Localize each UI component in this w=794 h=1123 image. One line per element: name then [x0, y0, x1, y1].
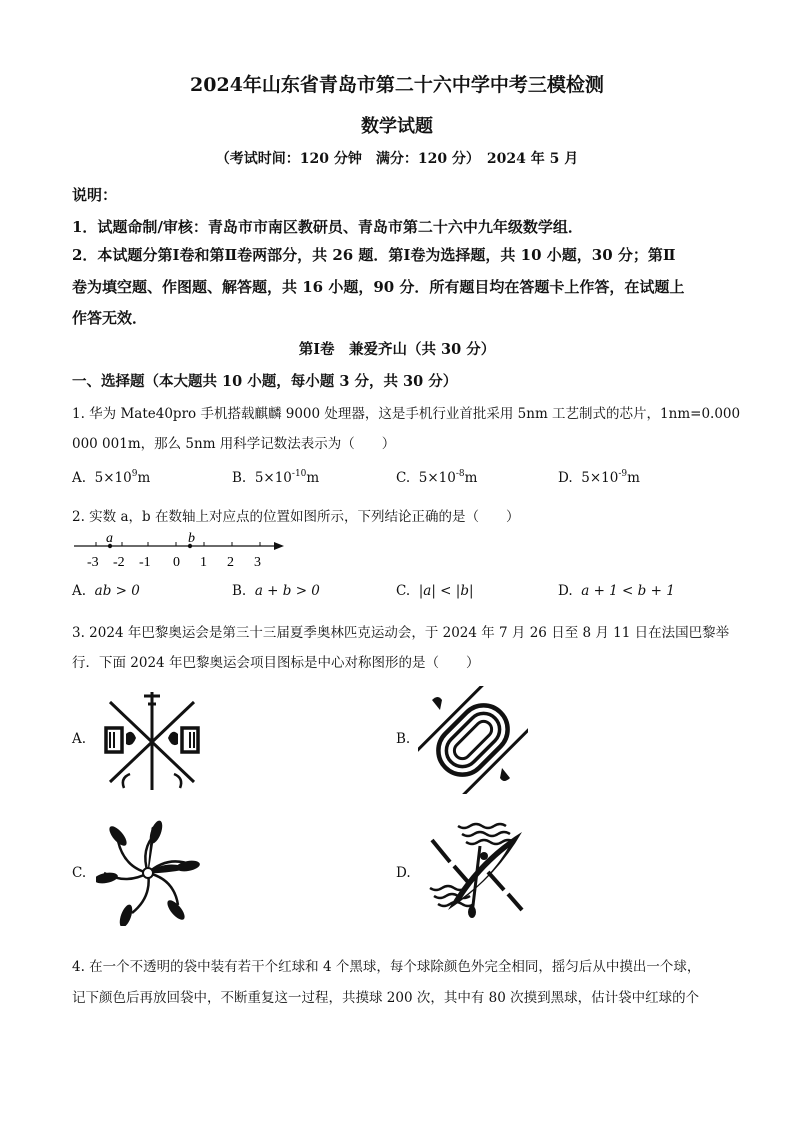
tick-label: 3 [254, 555, 261, 570]
q2-stem: 2. 实数 a，b 在数轴上对应点的位置如图所示，下列结论正确的是（ ） [72, 509, 520, 525]
q2-option-d: D. a + 1 < b + 1 [558, 583, 675, 599]
q3-option-d-label: D. [396, 865, 411, 881]
exam-title: 2024年山东省青岛市第二十六中学中考三模检测 [190, 74, 604, 96]
q3-option-b-label: B. [396, 731, 411, 747]
q1-stem-line-1: 1. 华为 Mate40pro 手机搭载麒麟 9000 处理器，这是手机行业首批采用 5nm 工艺制式的芯片，1nm=0.000 [72, 406, 741, 422]
q2-option-b: B. a + b > 0 [232, 583, 320, 599]
q2-option-c: C. |a| < |b| [396, 583, 474, 599]
tick-label: -1 [139, 555, 151, 570]
q2-option-a: A. ab > 0 [72, 583, 140, 599]
note-item-2-line-2: 卷为填空题、作图题、解答题，共 16 小题，90 分．所有题目均在答题卡上作答，在试题上 [72, 278, 685, 296]
q3-stem-line-2: 行．下面 2024 年巴黎奥运会项目图标是中心对称图形的是（ ） [72, 655, 480, 671]
tick-label: 1 [200, 555, 207, 570]
tick-label: 2 [227, 555, 234, 570]
exam-subtitle: 数学试题 [361, 116, 433, 137]
note-item-2-line-1: 2．本试题分第Ⅰ卷和第Ⅱ卷两部分，共 26 题．第Ⅰ卷为选择题，共 10 小题，30 分；第Ⅱ [72, 246, 676, 264]
q3-option-a-label: A. [72, 731, 87, 747]
q1-option-b: B. $5\times 10^{-10}m$ [232, 469, 320, 486]
q1-stem-line-2: 000 001m，那么 5nm 用科学记数法表示为（ ） [72, 436, 396, 452]
tick-label: -2 [113, 555, 125, 570]
athletics-track-icon [418, 686, 528, 794]
q1-option-c: C. $5\times 10^{-8}m$ [396, 469, 478, 486]
q1-option-a: A. $5\times 10^9m$ [72, 469, 151, 486]
notes-label: 说明： [72, 186, 118, 204]
q3-stem-line-1: 3. 2024 年巴黎奥运会是第三十三届夏季奥林匹克运动会，于 2024 年 7 月 26 日至 8 月 11 日在法国巴黎举 [72, 625, 730, 641]
q1-option-d: D. $5\times 10^{-9}m$ [558, 469, 640, 486]
point-a-label: a [106, 531, 113, 546]
note-item-2-line-3: 作答无效． [72, 309, 148, 327]
tick-label: -3 [87, 555, 99, 570]
point-b-label: b [188, 531, 195, 546]
note-item-1: 1．试题命制/审核：青岛市市南区教研员、青岛市第二十六中九年级数学组． [72, 218, 583, 236]
q4-stem-line-1: 4. 在一个不透明的袋中装有若干个红球和 4 个黑球，每个球除颜色外完全相同，摇匀后从中摸出一个球， [72, 959, 701, 975]
q4-stem-line-2: 记下颜色后再放回袋中，不断重复这一过程，共摸球 200 次，其中有 80 次摸到黑球，估计袋中红球的个 [72, 990, 700, 1006]
fencing-icon [96, 686, 208, 792]
q3-option-c-label: C. [72, 865, 87, 881]
exam-meta: （考试时间：120 分钟 满分：120 分） 2024 年 5 月 [215, 151, 579, 167]
section-title: 一、选择题（本大题共 10 小题，每小题 3 分，共 30 分） [72, 373, 458, 390]
tick-label: 0 [173, 555, 180, 570]
number-line-figure [72, 530, 292, 574]
canoe-slalom-icon [418, 818, 536, 918]
pinwheel-icon [96, 820, 200, 926]
part-1-title: 第Ⅰ卷 兼爱齐山（共 30 分） [298, 341, 496, 358]
